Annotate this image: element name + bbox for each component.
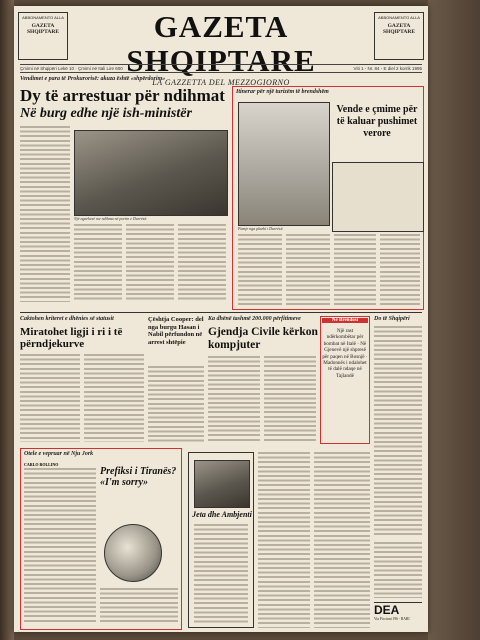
subscription-box-left bbox=[18, 12, 68, 60]
tourism-body-col3 bbox=[334, 234, 376, 306]
brindisi-label: Në Brendosi bbox=[322, 318, 368, 323]
right-column-kicker: Do të Shqipëri bbox=[374, 316, 410, 322]
page-stack-edge bbox=[428, 0, 480, 640]
issue-info: Viti 1 - Nr. 84 - E diel 2 korrik 1995 bbox=[353, 66, 422, 71]
newyork-body-col1 bbox=[24, 468, 96, 624]
binding-spine bbox=[0, 0, 14, 640]
ad-text bbox=[374, 542, 422, 598]
newspaper-title: GAZETA SHQIPTARE bbox=[126, 9, 316, 78]
left-box-line1: ABBONAMENTO ALLA bbox=[22, 15, 64, 20]
law-kicker: Caktohen kriteret e dhënies së statusit bbox=[20, 316, 114, 322]
tourism-photo bbox=[238, 102, 330, 226]
tourism-body-col1 bbox=[238, 234, 282, 306]
price-line: Çmimi në Shqipëri Lekë 10 · Çmimi në Itali Lire 600 bbox=[20, 66, 123, 71]
lead-kicker: Vendimet e para të Prokurorisë: akuza është «shpërdorim» bbox=[20, 76, 166, 82]
dea-advertisement bbox=[374, 602, 422, 629]
cooper-headline: Çështja Cooper: del nga burgu Hasan i Nabil përfundon në arrest shtëpie bbox=[148, 316, 204, 346]
environment-body bbox=[194, 524, 248, 624]
price-table bbox=[332, 162, 424, 232]
computer-body-col2 bbox=[264, 356, 316, 442]
newyork-kicker: Otele e vepruar në Nju Jork bbox=[24, 451, 94, 457]
brindisi-text: Një rast ndërkombëtar për bombat në Italë · Në Gjenevë një shpresë për paqen në Bosnjë · Madonnës i ndalohet të dalë ndaqe në Tajlandë bbox=[322, 328, 368, 379]
lead-photo-caption: Një ngarkesë me ndihma në portin e Durrësit bbox=[74, 216, 147, 221]
subscription-box-right bbox=[374, 12, 424, 60]
lead-subhead: Në burg edhe një ish-ministër bbox=[20, 106, 192, 121]
tourism-body-col4 bbox=[380, 234, 420, 306]
law-body-col1 bbox=[20, 354, 80, 442]
lead-body-col4 bbox=[178, 224, 226, 302]
right-box-line1: ABBONAMENTO ALLA bbox=[378, 15, 420, 20]
globe-illustration bbox=[104, 524, 162, 582]
price-issue-line bbox=[20, 64, 422, 73]
newspaper-page bbox=[14, 6, 428, 632]
newyork-body-col2 bbox=[100, 588, 178, 624]
environment-headline: Jeta dhe Ambjenti bbox=[192, 510, 252, 519]
environment-text-col2 bbox=[258, 452, 310, 628]
newyork-headline: Prefiksi i Tiranës? «I'm sorry» bbox=[100, 466, 177, 488]
environment-text-col3 bbox=[314, 452, 370, 628]
law-headline: Miratohet ligji i ri i të përndjekurve bbox=[20, 326, 123, 350]
lead-photo bbox=[74, 130, 228, 216]
left-box-line2: GAZETA SHQIPTARE bbox=[27, 23, 59, 35]
lead-headline: Dy të arrestuar për ndihmat bbox=[20, 86, 225, 105]
ad-brand: DEA bbox=[374, 603, 400, 617]
tourism-headline: Vende e çmime për të kaluar pushimet verore bbox=[336, 104, 418, 139]
cooper-body bbox=[148, 366, 204, 442]
tourism-kicker: Itinerar për një turizëm të brendshëm bbox=[236, 89, 329, 95]
tourism-photo-caption: Pamje nga plazhi i Durrësit bbox=[238, 226, 283, 231]
tourism-body-col2 bbox=[286, 234, 330, 306]
newyork-byline: CARLO ROLLINO bbox=[24, 462, 59, 467]
computer-body-col1 bbox=[208, 356, 260, 442]
right-column-body bbox=[374, 326, 422, 536]
section-divider bbox=[20, 312, 422, 313]
ad-address: Via Piccinni 196 - BARI bbox=[374, 617, 410, 621]
computer-headline: Gjendja Civile kërkon kompjuter bbox=[208, 326, 318, 351]
computer-kicker: Ka dhënë tashmë 200.000 përfitimeve bbox=[208, 316, 301, 322]
law-body-col2 bbox=[84, 354, 144, 442]
lead-body-col3 bbox=[126, 224, 174, 302]
environment-illustration bbox=[194, 460, 250, 508]
right-box-line2: GAZETA SHQIPTARE bbox=[383, 23, 415, 35]
newspaper-subtitle: LA GAZZETTA DEL MEZZOGIORNO bbox=[152, 78, 290, 87]
lead-body-col2 bbox=[74, 224, 122, 302]
lead-body-col1 bbox=[20, 126, 70, 302]
